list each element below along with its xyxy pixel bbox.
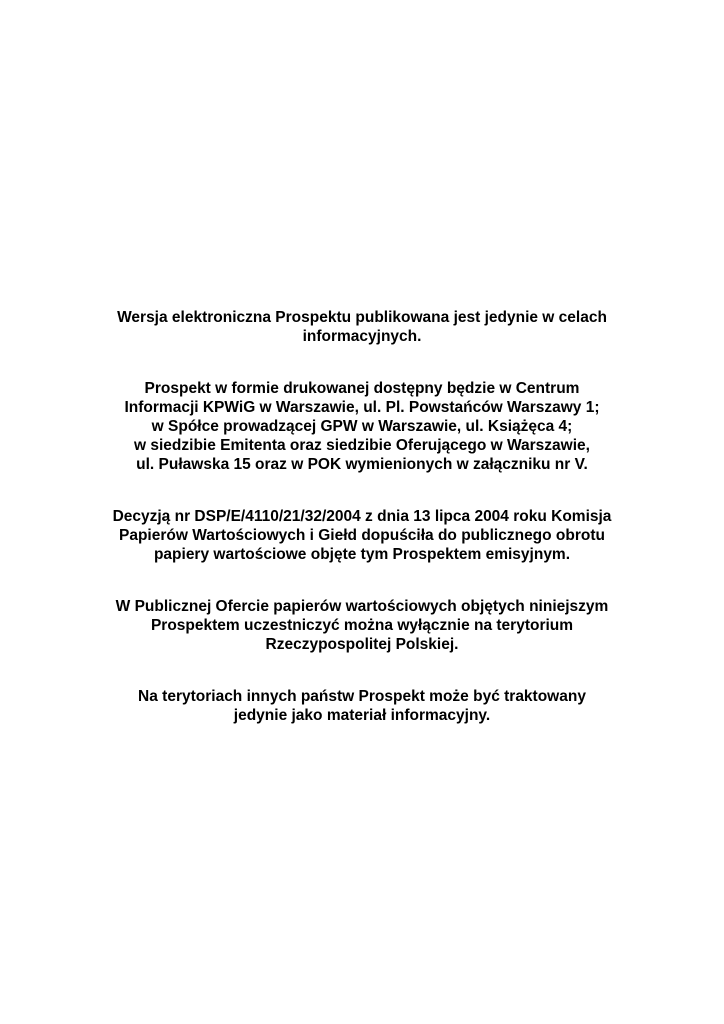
paragraph-other-countries — [60, 687, 664, 725]
paragraph-electronic-version — [60, 308, 664, 346]
text-line: informacyjnych. — [302, 328, 422, 345]
text-line: W Publicznej Ofercie papierów wartościowych objętych niniejszym — [115, 598, 609, 615]
text-line: Prospektem uczestniczyć można wyłącznie na terytorium — [150, 617, 574, 634]
text-line: Prospekt w formie drukowanej dostępny będzie w Centrum — [144, 380, 580, 397]
text-line: jedynie jako materiał informacyjny. — [233, 707, 491, 724]
text-line: ul. Puławska 15 oraz w POK wymienionych w załączniku nr V. — [136, 456, 588, 473]
document-body — [60, 308, 664, 758]
text-line: Wersja elektroniczna Prospektu publikowana jest jedynie w celach — [117, 309, 607, 326]
text-line: Papierów Wartościowych i Giełd dopuściła do publicznego obrotu — [119, 527, 605, 544]
text-line: Decyzją nr DSP/E/4110/21/32/2004 z dnia 13 lipca 2004 roku Komisja — [112, 508, 612, 525]
text-line: w siedzibie Emitenta oraz siedzibie Oferującego w Warszawie, — [134, 437, 590, 454]
text-line: Informacji KPWiG w Warszawie, ul. Pl. Powstańców Warszawy 1; — [124, 399, 600, 416]
text-line: papiery wartościowe objęte tym Prospektem emisyjnym. — [153, 546, 571, 563]
paragraph-printed-availability — [60, 379, 664, 474]
text-line: Rzeczypospolitej Polskiej. — [265, 636, 459, 653]
paragraph-public-offer-territory — [60, 597, 664, 654]
text-line: Na terytoriach innych państw Prospekt może być traktowany — [138, 688, 586, 705]
text-line: w Spółce prowadzącej GPW w Warszawie, ul. Książęca 4; — [151, 418, 573, 435]
paragraph-commission-decision — [60, 507, 664, 564]
